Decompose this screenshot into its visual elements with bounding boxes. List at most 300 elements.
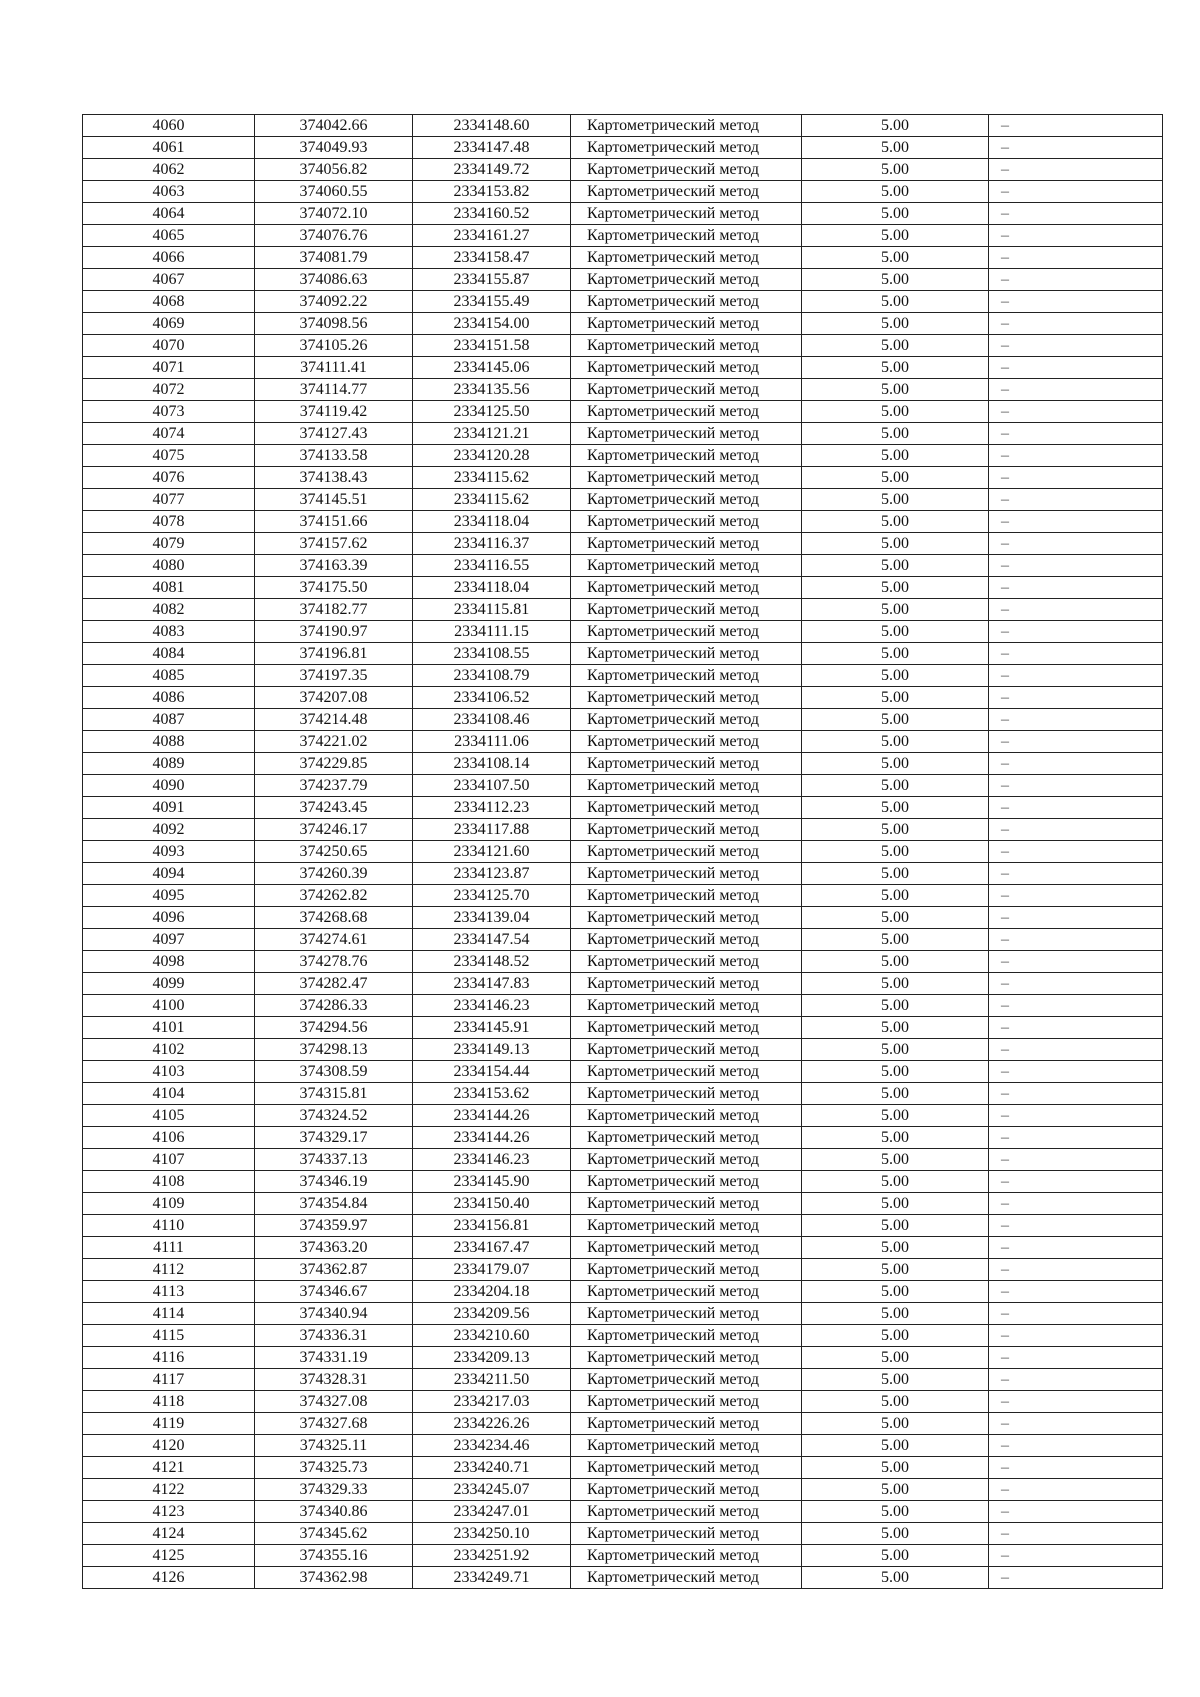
table-row: [83, 863, 1163, 885]
method-cell: Картометрический метод: [571, 181, 802, 203]
accuracy-cell: 5.00: [802, 709, 989, 731]
point-number-cell: 4100: [83, 995, 255, 1017]
method-cell: Картометрический метод: [571, 313, 802, 335]
method-cell: Картометрический метод: [571, 489, 802, 511]
note-cell: –: [989, 1501, 1163, 1523]
point-number-cell: 4067: [83, 269, 255, 291]
point-number-cell: 4060: [83, 115, 255, 137]
method-cell: Картометрический метод: [571, 137, 802, 159]
table-row: [83, 1127, 1163, 1149]
table-row: [83, 775, 1163, 797]
accuracy-cell: 5.00: [802, 1061, 989, 1083]
x-coordinate-cell: 374268.68: [255, 907, 413, 929]
accuracy-cell: 5.00: [802, 357, 989, 379]
x-coordinate-cell: 374237.79: [255, 775, 413, 797]
table-row: [83, 1149, 1163, 1171]
y-coordinate-cell: 2334167.47: [413, 1237, 571, 1259]
table-row: [83, 841, 1163, 863]
y-coordinate-cell: 2334158.47: [413, 247, 571, 269]
accuracy-cell: 5.00: [802, 1105, 989, 1127]
y-coordinate-cell: 2334150.40: [413, 1193, 571, 1215]
x-coordinate-cell: 374190.97: [255, 621, 413, 643]
point-number-cell: 4095: [83, 885, 255, 907]
x-coordinate-cell: 374182.77: [255, 599, 413, 621]
x-coordinate-cell: 374340.94: [255, 1303, 413, 1325]
y-coordinate-cell: 2334155.49: [413, 291, 571, 313]
x-coordinate-cell: 374157.62: [255, 533, 413, 555]
x-coordinate-cell: 374145.51: [255, 489, 413, 511]
method-cell: Картометрический метод: [571, 1303, 802, 1325]
accuracy-cell: 5.00: [802, 1545, 989, 1567]
table-row: [83, 1237, 1163, 1259]
note-cell: –: [989, 687, 1163, 709]
method-cell: Картометрический метод: [571, 863, 802, 885]
point-number-cell: 4092: [83, 819, 255, 841]
accuracy-cell: 5.00: [802, 1039, 989, 1061]
method-cell: Картометрический метод: [571, 709, 802, 731]
x-coordinate-cell: 374114.77: [255, 379, 413, 401]
table-row: [83, 445, 1163, 467]
method-cell: Картометрический метод: [571, 577, 802, 599]
table-row: [83, 181, 1163, 203]
table-row: [83, 665, 1163, 687]
note-cell: –: [989, 357, 1163, 379]
point-number-cell: 4108: [83, 1171, 255, 1193]
note-cell: –: [989, 1479, 1163, 1501]
point-number-cell: 4063: [83, 181, 255, 203]
table-row: [83, 1061, 1163, 1083]
table-row: [83, 467, 1163, 489]
method-cell: Картометрический метод: [571, 1413, 802, 1435]
y-coordinate-cell: 2334121.60: [413, 841, 571, 863]
table-row: [83, 731, 1163, 753]
note-cell: –: [989, 1303, 1163, 1325]
x-coordinate-cell: 374328.31: [255, 1369, 413, 1391]
note-cell: –: [989, 335, 1163, 357]
x-coordinate-cell: 374060.55: [255, 181, 413, 203]
method-cell: Картометрический метод: [571, 1457, 802, 1479]
point-number-cell: 4070: [83, 335, 255, 357]
x-coordinate-cell: 374337.13: [255, 1149, 413, 1171]
method-cell: Картометрический метод: [571, 511, 802, 533]
note-cell: –: [989, 929, 1163, 951]
method-cell: Картометрический метод: [571, 1215, 802, 1237]
table-row: [83, 1545, 1163, 1567]
y-coordinate-cell: 2334108.46: [413, 709, 571, 731]
point-number-cell: 4104: [83, 1083, 255, 1105]
point-number-cell: 4083: [83, 621, 255, 643]
table-row: [83, 291, 1163, 313]
method-cell: Картометрический метод: [571, 1369, 802, 1391]
point-number-cell: 4109: [83, 1193, 255, 1215]
y-coordinate-cell: 2334155.87: [413, 269, 571, 291]
table-row: [83, 1457, 1163, 1479]
method-cell: Картометрический метод: [571, 379, 802, 401]
accuracy-cell: 5.00: [802, 467, 989, 489]
x-coordinate-cell: 374214.48: [255, 709, 413, 731]
table-row: [83, 1259, 1163, 1281]
y-coordinate-cell: 2334145.90: [413, 1171, 571, 1193]
method-cell: Картометрический метод: [571, 115, 802, 137]
note-cell: –: [989, 1347, 1163, 1369]
point-number-cell: 4084: [83, 643, 255, 665]
point-number-cell: 4075: [83, 445, 255, 467]
x-coordinate-cell: 374355.16: [255, 1545, 413, 1567]
y-coordinate-cell: 2334250.10: [413, 1523, 571, 1545]
x-coordinate-cell: 374081.79: [255, 247, 413, 269]
accuracy-cell: 5.00: [802, 1391, 989, 1413]
y-coordinate-cell: 2334115.62: [413, 467, 571, 489]
y-coordinate-cell: 2334111.06: [413, 731, 571, 753]
method-cell: Картометрический метод: [571, 1127, 802, 1149]
note-cell: –: [989, 1083, 1163, 1105]
method-cell: Картометрический метод: [571, 1523, 802, 1545]
method-cell: Картометрический метод: [571, 247, 802, 269]
x-coordinate-cell: 374315.81: [255, 1083, 413, 1105]
table-row: [83, 1413, 1163, 1435]
accuracy-cell: 5.00: [802, 1523, 989, 1545]
y-coordinate-cell: 2334116.37: [413, 533, 571, 555]
accuracy-cell: 5.00: [802, 511, 989, 533]
method-cell: Картометрический метод: [571, 1061, 802, 1083]
method-cell: Картометрический метод: [571, 1105, 802, 1127]
y-coordinate-cell: 2334106.52: [413, 687, 571, 709]
method-cell: Картометрический метод: [571, 269, 802, 291]
y-coordinate-cell: 2334115.62: [413, 489, 571, 511]
x-coordinate-cell: 374363.20: [255, 1237, 413, 1259]
x-coordinate-cell: 374262.82: [255, 885, 413, 907]
y-coordinate-cell: 2334154.44: [413, 1061, 571, 1083]
accuracy-cell: 5.00: [802, 313, 989, 335]
accuracy-cell: 5.00: [802, 687, 989, 709]
point-number-cell: 4121: [83, 1457, 255, 1479]
table-row: [83, 621, 1163, 643]
table-row: [83, 489, 1163, 511]
point-number-cell: 4124: [83, 1523, 255, 1545]
note-cell: –: [989, 753, 1163, 775]
table-row: [83, 1171, 1163, 1193]
y-coordinate-cell: 2334209.56: [413, 1303, 571, 1325]
y-coordinate-cell: 2334247.01: [413, 1501, 571, 1523]
x-coordinate-cell: 374072.10: [255, 203, 413, 225]
method-cell: Картометрический метод: [571, 775, 802, 797]
point-number-cell: 4091: [83, 797, 255, 819]
y-coordinate-cell: 2334139.04: [413, 907, 571, 929]
note-cell: –: [989, 1171, 1163, 1193]
x-coordinate-cell: 374325.73: [255, 1457, 413, 1479]
table-row: [83, 885, 1163, 907]
table-row: [83, 1479, 1163, 1501]
table-row: [83, 1281, 1163, 1303]
x-coordinate-cell: 374086.63: [255, 269, 413, 291]
accuracy-cell: 5.00: [802, 665, 989, 687]
y-coordinate-cell: 2334146.23: [413, 995, 571, 1017]
point-number-cell: 4102: [83, 1039, 255, 1061]
note-cell: –: [989, 995, 1163, 1017]
accuracy-cell: 5.00: [802, 1303, 989, 1325]
y-coordinate-cell: 2334234.46: [413, 1435, 571, 1457]
method-cell: Картометрический метод: [571, 599, 802, 621]
table-row: [83, 599, 1163, 621]
method-cell: Картометрический метод: [571, 951, 802, 973]
table-row: [83, 313, 1163, 335]
method-cell: Картометрический метод: [571, 753, 802, 775]
y-coordinate-cell: 2334145.06: [413, 357, 571, 379]
point-number-cell: 4101: [83, 1017, 255, 1039]
x-coordinate-cell: 374092.22: [255, 291, 413, 313]
method-cell: Картометрический метод: [571, 159, 802, 181]
x-coordinate-cell: 374298.13: [255, 1039, 413, 1061]
table-row: [83, 1567, 1163, 1589]
method-cell: Картометрический метод: [571, 731, 802, 753]
table-row: [83, 225, 1163, 247]
table-row: [83, 1039, 1163, 1061]
y-coordinate-cell: 2334144.26: [413, 1105, 571, 1127]
y-coordinate-cell: 2334108.55: [413, 643, 571, 665]
method-cell: Картометрический метод: [571, 643, 802, 665]
method-cell: Картометрический метод: [571, 1501, 802, 1523]
note-cell: –: [989, 1259, 1163, 1281]
point-number-cell: 4065: [83, 225, 255, 247]
point-number-cell: 4074: [83, 423, 255, 445]
y-coordinate-cell: 2334144.26: [413, 1127, 571, 1149]
note-cell: –: [989, 1105, 1163, 1127]
x-coordinate-cell: 374207.08: [255, 687, 413, 709]
note-cell: –: [989, 1325, 1163, 1347]
point-number-cell: 4072: [83, 379, 255, 401]
x-coordinate-cell: 374250.65: [255, 841, 413, 863]
note-cell: –: [989, 841, 1163, 863]
accuracy-cell: 5.00: [802, 1435, 989, 1457]
method-cell: Картометрический метод: [571, 335, 802, 357]
point-number-cell: 4098: [83, 951, 255, 973]
note-cell: –: [989, 247, 1163, 269]
accuracy-cell: 5.00: [802, 1127, 989, 1149]
method-cell: Картометрический метод: [571, 687, 802, 709]
y-coordinate-cell: 2334153.62: [413, 1083, 571, 1105]
y-coordinate-cell: 2334211.50: [413, 1369, 571, 1391]
accuracy-cell: 5.00: [802, 577, 989, 599]
point-number-cell: 4071: [83, 357, 255, 379]
note-cell: –: [989, 313, 1163, 335]
note-cell: –: [989, 291, 1163, 313]
table-row: [83, 423, 1163, 445]
note-cell: –: [989, 1039, 1163, 1061]
y-coordinate-cell: 2334156.81: [413, 1215, 571, 1237]
point-number-cell: 4115: [83, 1325, 255, 1347]
accuracy-cell: 5.00: [802, 599, 989, 621]
x-coordinate-cell: 374221.02: [255, 731, 413, 753]
method-cell: Картометрический метод: [571, 357, 802, 379]
x-coordinate-cell: 374362.98: [255, 1567, 413, 1589]
point-number-cell: 4117: [83, 1369, 255, 1391]
point-number-cell: 4105: [83, 1105, 255, 1127]
accuracy-cell: 5.00: [802, 423, 989, 445]
y-coordinate-cell: 2334151.58: [413, 335, 571, 357]
y-coordinate-cell: 2334148.60: [413, 115, 571, 137]
note-cell: –: [989, 555, 1163, 577]
accuracy-cell: 5.00: [802, 621, 989, 643]
method-cell: Картометрический метод: [571, 665, 802, 687]
note-cell: –: [989, 1413, 1163, 1435]
y-coordinate-cell: 2334149.72: [413, 159, 571, 181]
y-coordinate-cell: 2334108.79: [413, 665, 571, 687]
accuracy-cell: 5.00: [802, 973, 989, 995]
x-coordinate-cell: 374260.39: [255, 863, 413, 885]
accuracy-cell: 5.00: [802, 1479, 989, 1501]
table-row: [83, 137, 1163, 159]
note-cell: –: [989, 511, 1163, 533]
point-number-cell: 4114: [83, 1303, 255, 1325]
point-number-cell: 4119: [83, 1413, 255, 1435]
x-coordinate-cell: 374246.17: [255, 819, 413, 841]
point-number-cell: 4086: [83, 687, 255, 709]
method-cell: Картометрический метод: [571, 1017, 802, 1039]
x-coordinate-cell: 374278.76: [255, 951, 413, 973]
x-coordinate-cell: 374340.86: [255, 1501, 413, 1523]
note-cell: –: [989, 1523, 1163, 1545]
accuracy-cell: 5.00: [802, 885, 989, 907]
point-number-cell: 4081: [83, 577, 255, 599]
accuracy-cell: 5.00: [802, 401, 989, 423]
accuracy-cell: 5.00: [802, 731, 989, 753]
accuracy-cell: 5.00: [802, 555, 989, 577]
accuracy-cell: 5.00: [802, 1501, 989, 1523]
x-coordinate-cell: 374327.68: [255, 1413, 413, 1435]
note-cell: –: [989, 621, 1163, 643]
x-coordinate-cell: 374151.66: [255, 511, 413, 533]
accuracy-cell: 5.00: [802, 225, 989, 247]
x-coordinate-cell: 374056.82: [255, 159, 413, 181]
x-coordinate-cell: 374286.33: [255, 995, 413, 1017]
point-number-cell: 4116: [83, 1347, 255, 1369]
x-coordinate-cell: 374294.56: [255, 1017, 413, 1039]
x-coordinate-cell: 374127.43: [255, 423, 413, 445]
method-cell: Картометрический метод: [571, 797, 802, 819]
x-coordinate-cell: 374197.35: [255, 665, 413, 687]
point-number-cell: 4106: [83, 1127, 255, 1149]
x-coordinate-cell: 374229.85: [255, 753, 413, 775]
point-number-cell: 4068: [83, 291, 255, 313]
method-cell: Картометрический метод: [571, 1083, 802, 1105]
method-cell: Картометрический метод: [571, 907, 802, 929]
point-number-cell: 4096: [83, 907, 255, 929]
accuracy-cell: 5.00: [802, 753, 989, 775]
y-coordinate-cell: 2334108.14: [413, 753, 571, 775]
accuracy-cell: 5.00: [802, 1259, 989, 1281]
accuracy-cell: 5.00: [802, 1413, 989, 1435]
y-coordinate-cell: 2334209.13: [413, 1347, 571, 1369]
accuracy-cell: 5.00: [802, 1281, 989, 1303]
note-cell: –: [989, 1281, 1163, 1303]
method-cell: Картометрический метод: [571, 841, 802, 863]
method-cell: Картометрический метод: [571, 1545, 802, 1567]
x-coordinate-cell: 374346.19: [255, 1171, 413, 1193]
accuracy-cell: 5.00: [802, 929, 989, 951]
note-cell: –: [989, 863, 1163, 885]
y-coordinate-cell: 2334249.71: [413, 1567, 571, 1589]
accuracy-cell: 5.00: [802, 907, 989, 929]
accuracy-cell: 5.00: [802, 775, 989, 797]
method-cell: Картометрический метод: [571, 973, 802, 995]
method-cell: Картометрический метод: [571, 1259, 802, 1281]
table-row: [83, 1501, 1163, 1523]
point-number-cell: 4066: [83, 247, 255, 269]
y-coordinate-cell: 2334118.04: [413, 577, 571, 599]
note-cell: –: [989, 1435, 1163, 1457]
y-coordinate-cell: 2334148.52: [413, 951, 571, 973]
method-cell: Картометрический метод: [571, 555, 802, 577]
point-number-cell: 4097: [83, 929, 255, 951]
x-coordinate-cell: 374327.08: [255, 1391, 413, 1413]
accuracy-cell: 5.00: [802, 841, 989, 863]
point-number-cell: 4123: [83, 1501, 255, 1523]
method-cell: Картометрический метод: [571, 1149, 802, 1171]
y-coordinate-cell: 2334120.28: [413, 445, 571, 467]
x-coordinate-cell: 374111.41: [255, 357, 413, 379]
accuracy-cell: 5.00: [802, 1457, 989, 1479]
y-coordinate-cell: 2334160.52: [413, 203, 571, 225]
method-cell: Картометрический метод: [571, 291, 802, 313]
note-cell: –: [989, 885, 1163, 907]
note-cell: –: [989, 819, 1163, 841]
y-coordinate-cell: 2334245.07: [413, 1479, 571, 1501]
note-cell: –: [989, 665, 1163, 687]
accuracy-cell: 5.00: [802, 445, 989, 467]
method-cell: Картометрический метод: [571, 467, 802, 489]
accuracy-cell: 5.00: [802, 1171, 989, 1193]
note-cell: –: [989, 577, 1163, 599]
point-number-cell: 4118: [83, 1391, 255, 1413]
point-number-cell: 4111: [83, 1237, 255, 1259]
note-cell: –: [989, 599, 1163, 621]
table-row: [83, 753, 1163, 775]
note-cell: –: [989, 1193, 1163, 1215]
y-coordinate-cell: 2334147.54: [413, 929, 571, 951]
x-coordinate-cell: 374282.47: [255, 973, 413, 995]
y-coordinate-cell: 2334115.81: [413, 599, 571, 621]
table-row: [83, 1369, 1163, 1391]
method-cell: Картометрический метод: [571, 445, 802, 467]
note-cell: –: [989, 1369, 1163, 1391]
accuracy-cell: 5.00: [802, 203, 989, 225]
accuracy-cell: 5.00: [802, 797, 989, 819]
table-row: [83, 203, 1163, 225]
method-cell: Картометрический метод: [571, 1567, 802, 1589]
note-cell: –: [989, 225, 1163, 247]
table-row: [83, 1215, 1163, 1237]
accuracy-cell: 5.00: [802, 1347, 989, 1369]
note-cell: –: [989, 159, 1163, 181]
accuracy-cell: 5.00: [802, 489, 989, 511]
note-cell: –: [989, 181, 1163, 203]
y-coordinate-cell: 2334117.88: [413, 819, 571, 841]
y-coordinate-cell: 2334147.83: [413, 973, 571, 995]
accuracy-cell: 5.00: [802, 269, 989, 291]
table-row: [83, 577, 1163, 599]
x-coordinate-cell: 374133.58: [255, 445, 413, 467]
point-number-cell: 4077: [83, 489, 255, 511]
method-cell: Картометрический метод: [571, 1391, 802, 1413]
note-cell: –: [989, 1149, 1163, 1171]
y-coordinate-cell: 2334135.56: [413, 379, 571, 401]
y-coordinate-cell: 2334145.91: [413, 1017, 571, 1039]
method-cell: Картометрический метод: [571, 423, 802, 445]
accuracy-cell: 5.00: [802, 1193, 989, 1215]
x-coordinate-cell: 374138.43: [255, 467, 413, 489]
y-coordinate-cell: 2334118.04: [413, 511, 571, 533]
method-cell: Картометрический метод: [571, 1193, 802, 1215]
